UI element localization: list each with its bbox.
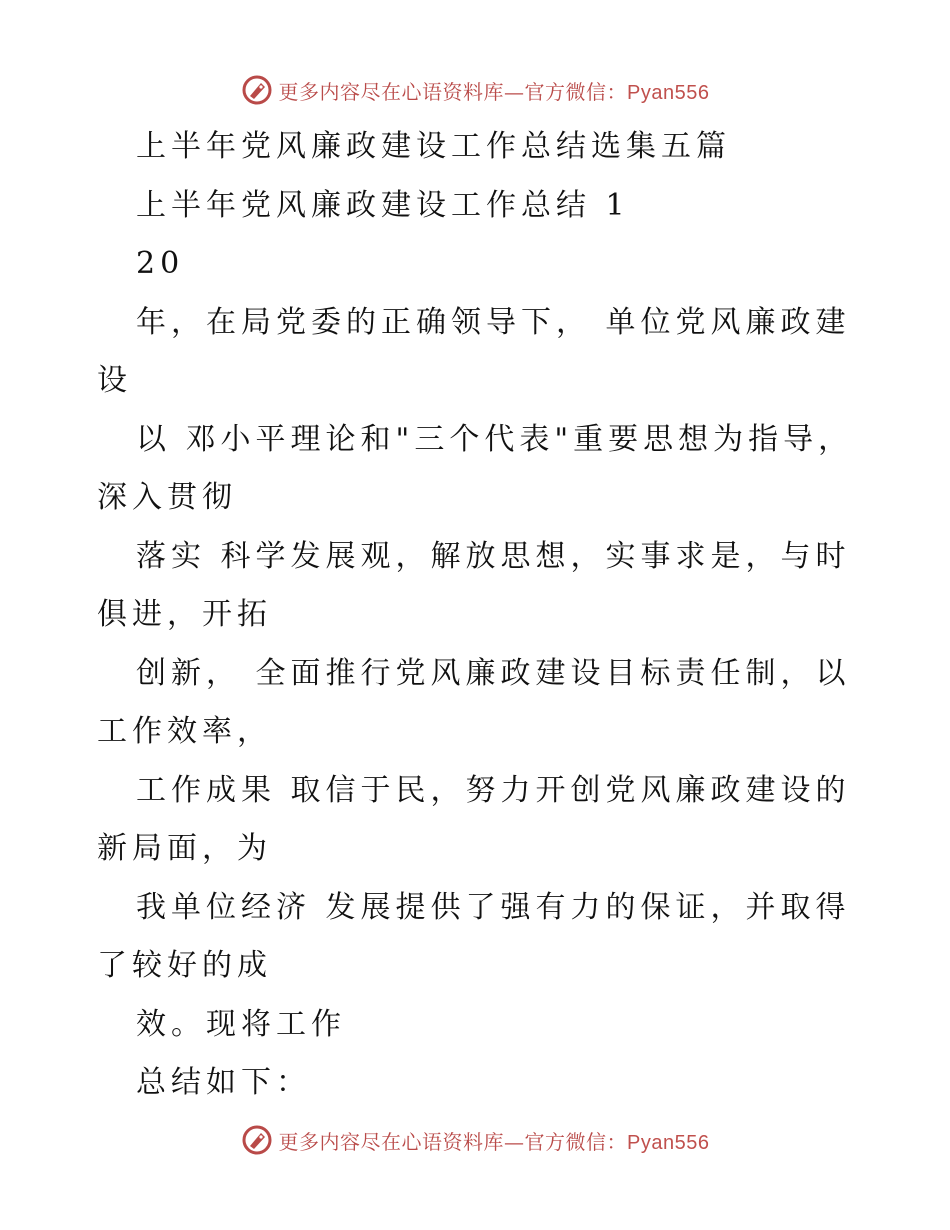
- banner-text: 更多内容尽在心语资料库—官方微信：Pyan556: [278, 79, 710, 104]
- body-line: 工作效率，: [97, 714, 272, 749]
- body-line: 落实 科学发展观，解放思想，实事求是，与时: [136, 539, 851, 574]
- body-line: 年，在局党委的正确领导下， 单位党风廉政建: [136, 305, 851, 340]
- body-line: 效。现将工作: [136, 1007, 346, 1042]
- body-line: 我单位经济 发展提供了强有力的保证，并取得: [136, 890, 851, 925]
- document-title: 上半年党风廉政建设工作总结选集五篇: [136, 129, 731, 164]
- wechat-id: Pyan556: [627, 81, 710, 104]
- body-line: 俱进，开拓: [97, 597, 272, 632]
- body-line: 设: [97, 363, 132, 398]
- banner-text: 更多内容尽在心语资料库—官方微信：Pyan556: [278, 1129, 710, 1154]
- body-line: 20: [136, 246, 185, 281]
- body-line: 深入贯彻: [97, 480, 237, 515]
- document-subtitle: 上半年党风廉政建设工作总结 1: [136, 188, 630, 223]
- body-line: 以 邓小平理论和"三个代表"重要思想为指导，: [136, 422, 854, 457]
- pen-nib-logo-icon: [241, 1124, 273, 1156]
- wechat-id: Pyan556: [627, 1131, 710, 1154]
- body-line: 了较好的成: [97, 948, 272, 983]
- body-line: 新局面，为: [97, 831, 272, 866]
- footer-banner: [0, 1120, 950, 1160]
- body-line: 工作成果 取信于民，努力开创党风廉政建设的: [136, 773, 851, 808]
- body-line: 总结如下：: [136, 1065, 311, 1100]
- body-line: 创新， 全面推行党风廉政建设目标责任制，以: [136, 656, 851, 691]
